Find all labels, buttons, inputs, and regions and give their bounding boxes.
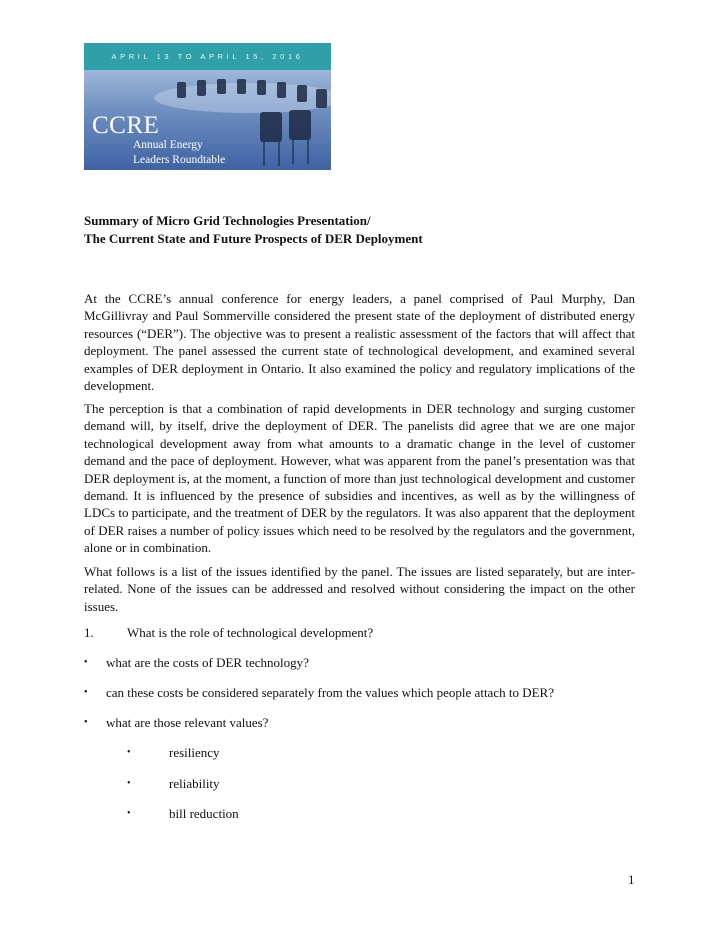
sub-bullet-text: bill reduction bbox=[169, 806, 239, 821]
sub-bullet-text: reliability bbox=[169, 776, 220, 791]
bullet-text: can these costs be considered separately from the values which people attach to DER? bbox=[106, 685, 554, 700]
bullet-icon: • bbox=[84, 687, 88, 698]
item-number: 1. bbox=[84, 625, 94, 640]
brand-logo-text: CCRE bbox=[92, 112, 160, 139]
page-number: 1 bbox=[628, 872, 635, 887]
bullet-icon: • bbox=[127, 778, 131, 789]
item-text: What is the role of technological development? bbox=[127, 625, 374, 640]
issues-paragraph: What follows is a list of the issues identified by the panel. The issues are listed separately, but are inter-related. None of the issues can be addressed and resolved without considering the impact on the other issues. bbox=[84, 564, 635, 614]
title-line-2: The Current State and Future Prospects of DER Deployment bbox=[84, 230, 423, 246]
brand-subtitle-line2: Leaders Roundtable bbox=[133, 154, 226, 166]
banner-date: APRIL 13 TO APRIL 15, 2016 bbox=[111, 52, 304, 61]
bullet-icon: • bbox=[84, 657, 88, 668]
banner-photo bbox=[84, 70, 331, 170]
document-title bbox=[84, 212, 644, 247]
bullet-icon: • bbox=[127, 747, 131, 758]
brand-subtitle-line1: Annual Energy bbox=[133, 139, 203, 151]
sub-bullet-text: resiliency bbox=[169, 745, 220, 760]
conference-banner bbox=[84, 43, 331, 170]
bullet-text: what are those relevant values? bbox=[106, 715, 269, 730]
intro-paragraph: At the CCRE’s annual conference for energy leaders, a panel comprised of Paul Murphy, Dan McGillivray and Paul Sommerville considered the present state of the deployment of distributed energy resources (“DER”). The objective was to present a realistic assessment of the factors that will affect that deployment. The panel assessed the current state of technological development, and examined several examples of DER deployment in Ontario. It also examined the policy and regulatory implications of the development. bbox=[84, 291, 635, 394]
title-line-1: Summary of Micro Grid Technologies Presentation/ bbox=[84, 213, 371, 228]
bullet-icon: • bbox=[127, 808, 131, 819]
perception-paragraph: The perception is that a combination of rapid developments in DER technology and surging customer demand will, by itself, drive the deployment of DER. The panelists did agree that we are one major technological development away from what amounts to a dramatic change in the level of customer demand and the pace of deployment. However, what was apparent from the panel’s presentation was that DER deployment is, at the moment, a function of more than just technological development and customer demand. It is influenced by the presence of subsidies and incentives, as well as by the willingness of LDCs to participate, and the treatment of DER by the regulators. It was also apparent that the deployment of DER raises a number of policy issues which need to be resolved by the regulators and the government, alone or in combination. bbox=[84, 401, 635, 556]
bullet-icon: • bbox=[84, 717, 88, 728]
bullet-text: what are the costs of DER technology? bbox=[106, 655, 309, 670]
